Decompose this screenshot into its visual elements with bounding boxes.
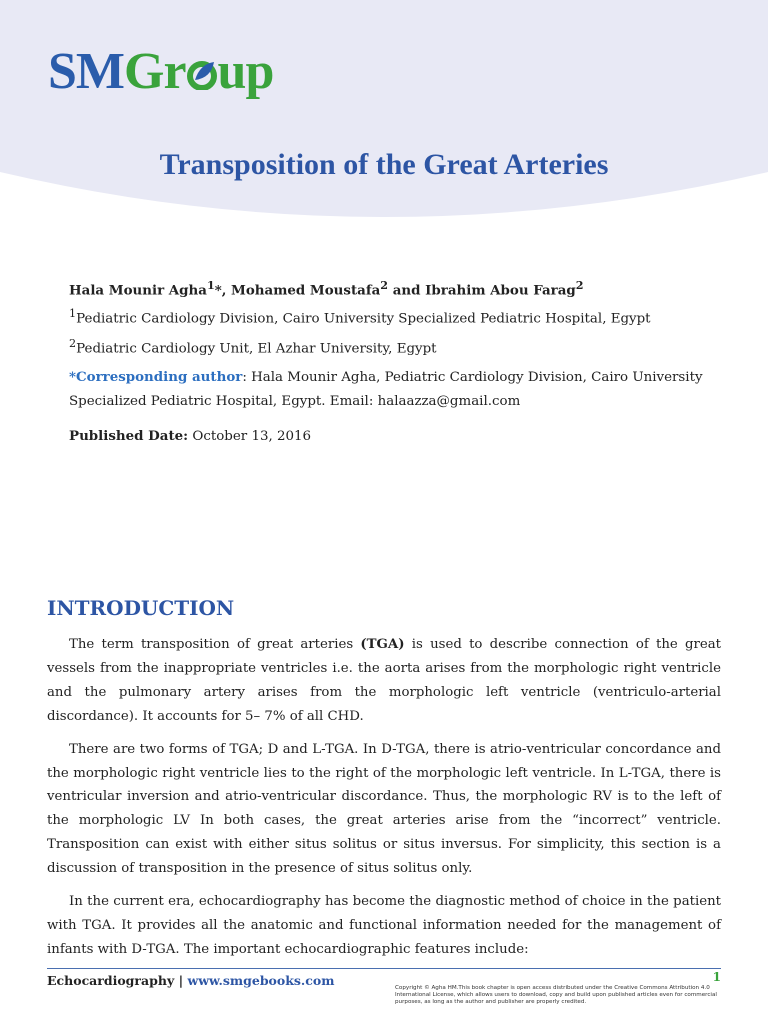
header-background [0,0,768,230]
introduction-heading: INTRODUCTION [47,596,235,620]
paragraph-1: The term transposition of great arteries (TGA) is used to describe connection of the great vessels from the inappropriate ventricles i.e. the aorta arises from the morphologic right ventricle and the pulmonary artery arises from the morphologic left ventricle (ventriculo-arterial discordance). It accounts for 5– 7% of all CHD. [47,637,721,724]
leaf-icon [187,48,217,100]
published-date: Published Date: October 13, 2016 [69,428,312,445]
page-title: Transposition of the Great Arteries [159,148,609,181]
paragraph-3: In the current era, echocardiography has become the diagnostic method of choice in the patient with TGA. It provides all the anatomic and functional information needed for the management of infants with D-TGA. The important echocardiographic features include: [47,894,721,957]
footer-divider [47,968,721,969]
author-list: Hala Mounir Agha$^1$*, Mohamed Moustafa$^2$ and Ibrahim Abou Farag$^2$ [69,279,584,299]
copyright-notice: Copyright © Agha HM.This book chapter is open access distributed under the Creative Commons Attribution 4.0 International License, which allows users to download, copy and build upon published articles even for commercial purposes, as long as the author and publisher are properly credited. [395,985,717,1005]
corresponding-author: *Corresponding author: Hala Mounir Agha, Pediatric Cardiology Division, Cairo University Specialized Pediatric Hospital, Egypt. Email: halaazza@gmail.com [69,369,703,410]
paragraph-2: There are two forms of TGA; D and L-TGA. In D-TGA, there is atrio-ventricular concordance and the morphologic right ventricle lies to the right of the morphologic left ventricle. In L-TGA, there is ventricular inversion and atrio-ventricular discordance. Thus, the morphologic RV is to the left of the morphologic LV In both cases, the great arteries arise from the “incorrect” ventricle. Transposition can exist with either situs solitus or situs inversus. For simplicity, this section is a discussion of transposition in the presence of situs solitus only. [47,741,721,877]
introduction-body [47,633,721,971]
affiliation-1: $^1$Pediatric Cardiology Division, Cairo University Specialized Pediatric Hospital, Egypt [69,307,651,327]
footer-site-link[interactable]: www.smgebooks.com [187,973,335,988]
front-matter [69,274,719,449]
page-number: 1 [712,970,721,984]
smgroup-logo: SMGr up [48,43,274,100]
affiliation-2: $^2$Pediatric Cardiology Unit, El Azhar University, Egypt [69,336,437,357]
corresponding-author-label: *Corresponding author [69,369,243,386]
footer-book-info: Echocardiography | www.smgebooks.com [47,973,335,988]
